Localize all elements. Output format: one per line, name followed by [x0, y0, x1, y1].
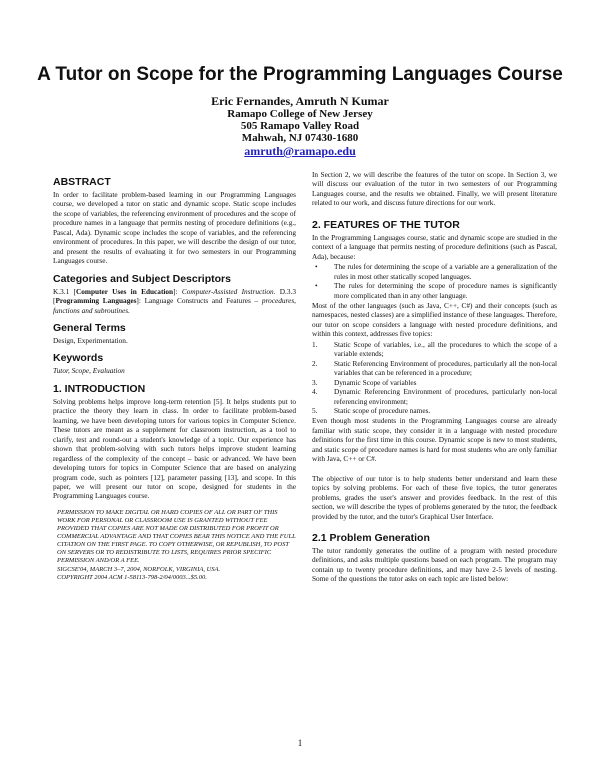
- features-bullet-list: [312, 262, 557, 300]
- k31-sep: ]:: [173, 286, 182, 296]
- list-number: 1.: [312, 339, 318, 349]
- topics-list: [312, 340, 557, 416]
- page-number: 1: [297, 738, 303, 748]
- abstract-heading: ABSTRACT: [53, 176, 111, 188]
- list-text: Dynamic Scope of variables: [334, 377, 417, 387]
- general-terms-heading: General Terms: [53, 321, 126, 334]
- keywords-heading: Keywords: [53, 352, 104, 365]
- paper-title: A Tutor on Scope for the Programming Languages Course: [37, 64, 563, 85]
- permission-text: PERMISSION TO MAKE DIGITAL OR HARD COPIES OF ALL OR PART OF THIS WORK FOR PERSONAL OR CLASSROOM USE IS GRANTED WITHOUT FEE PROVIDED THAT COPIES ARE NOT MADE OR DISTRIBUTED FOR PROFIT OR COMMERCIAL ADVANTAGE AND THAT COPIES BEAR THIS NOTICE AND THE FULL CITATION ON THE FIRST PAGE. TO COPY OTHERWISE, OR REPUBLISH, TO POST ON SERVERS OR TO REDISTRIBUTE TO LISTS, REQUIRES PRIOR SPECIFIC PERMISSION AND/OR A FEE.: [57, 508, 296, 565]
- author-address-line1: 505 Ramapo Valley Road: [240, 120, 360, 132]
- abstract-text: In order to facilitate problem-based learning in our Programming Languages course, we developed a tutor on static and dynamic scope. Static scope includes the scope of variables, the referencing environment of procedures and the scope of procedure names in a language that permits nesting of procedure definitions (e.g., Pascal, Ada). Dynamic scope includes the scope of variables, and the referencing environment of procedures. In this paper, we will describe the design of our tutor, and present the results of evaluating it for two semesters in our Programming Languages course.: [53, 190, 296, 266]
- features-para3: Even though most students in the Programming Languages course are already familiar with static scope, they consider it in a language with nested procedure definitions for the first time in this course. Dynamic scope is new to most students, and static scope of procedure names is hard for most students who are only familiar with Java, C++ or C#.: [312, 416, 557, 464]
- introduction-heading: 1. INTRODUCTION: [53, 382, 146, 395]
- author-address-line2: Mahwah, NJ 07430-1680: [241, 132, 359, 144]
- d33-label: Programming Languages: [55, 296, 137, 306]
- categories-text: [53, 287, 296, 315]
- d33-code: D.3.3 [: [53, 286, 296, 306]
- intro-continuation: In Section 2, we will describe the features of the tutor on scope. In Section 3, we will discuss our evaluation of the tutor in two semesters of our Programming Languages course, and the results we obtained. Finally, we will present literature related to our work, and discuss future directions for our work.: [312, 170, 557, 208]
- permission-copyright: COPYRIGHT 2004 ACM 1-58113-798-2/04/0003...$5.00.: [57, 573, 207, 581]
- list-text: Dynamic Referencing Environment of procedures, particularly non-local referencing environment;: [334, 387, 557, 406]
- permission-venue: SIGCSE'04, MARCH 3–7, 2004, NORFOLK, VIRGINIA, USA.: [57, 565, 221, 573]
- k31-subject: Computer-Assisted Instruction.: [181, 286, 276, 296]
- list-number: 4.: [312, 387, 318, 397]
- problem-generation-text: The tutor randomly generates the outline of a program with nested procedure definitions, and asks multiple questions based on each program. The program may contain up to twenty procedure definitions, and may have 2-5 levels of nesting. Some of the questions the tutor asks on each topic are listed below:: [312, 545, 557, 584]
- list-item: [312, 340, 557, 359]
- features-para4: The objective of our tutor is to help students better understand and learn these topics by solving problems. For each of these five topics, the tutor generates problems, grades the user's answer and provides feedback. In the rest of this section, we will describe the types of problems generated by the tutor, the feedback provided by the tutor, and the tutor's Graphical User Interface.: [312, 473, 557, 521]
- permission-notice: [53, 509, 296, 582]
- introduction-text: Solving problems helps improve long-term retention [5]. It helps students put to practice the theory they learn in class. In order to facilitate problem-based learning, we have been developing tutors for various topics in Computer Science. These tutors are meant as a supplement for classroom instruction, as a tool to clarify, test and round-out a student's knowledge of a topic. Our experience has shown that problem-solving with such tutors helps improve student learning regardless of the complexity of the concept – basic or advanced. We have been developing tutors for topics in Computer Science that are based on analyzing program code, such as pointers [12], parameter passing [13], and scope. In this paper, we will present our tutor on scope, designed for students in the Programming Languages course.: [53, 396, 296, 501]
- list-text: Static scope of procedure names.: [334, 405, 431, 415]
- k31-code: K.3.1 [: [53, 286, 76, 296]
- k31-label: Computer Uses in Education: [75, 286, 174, 296]
- list-item: [312, 406, 557, 415]
- features-intro: In the Programming Languages course, static and dynamic scope are studied in the context of a language that permits nesting of procedure definitions (such as Pascal, Ada), because:: [312, 232, 557, 261]
- list-item: [312, 387, 557, 406]
- right-column: [312, 170, 557, 584]
- list-item: • The rules for determining the scope of procedure names is significantly more complicated than in any other language.: [312, 281, 557, 300]
- features-para2: Most of the other languages (such as Java, C++, C#) and their concepts (such as namespaces, nested classes) are a simplified instance of these languages. Therefore, our tutor on scope considers a language with nested procedure definitions, and within this context, addresses five topics:: [312, 300, 557, 339]
- list-text: Static Scope of variables, i.e., all the procedures to which the scope of a variable extends;: [334, 339, 557, 359]
- left-column: [53, 176, 296, 582]
- list-item: [312, 378, 557, 387]
- author-block: [0, 94, 600, 158]
- categories-heading: Categories and Subject Descriptors: [53, 272, 231, 285]
- list-number: 5.: [312, 405, 318, 415]
- general-terms-text: Design, Experimentation.: [53, 335, 128, 345]
- keywords-text: Tutor, Scope, Evaluation: [53, 366, 125, 376]
- list-text: Static Referencing Environment of procedures, particularly all the non-local variables that can be referenced in a procedure;: [334, 358, 557, 378]
- d33-sep: ]: Language Constructs and Features –: [136, 296, 262, 306]
- features-heading: 2. FEATURES OF THE TUTOR: [312, 218, 460, 231]
- d33-subject: procedures, functions and subroutines.: [53, 296, 296, 315]
- author-affiliation: Ramapo College of New Jersey: [227, 108, 373, 120]
- list-item: [312, 359, 557, 378]
- list-item: • The rules for determining the scope of a variable are a generalization of the rules in most other statically scoped languages.: [312, 262, 557, 281]
- author-email-link[interactable]: amruth@ramapo.edu: [244, 144, 356, 158]
- list-number: 3.: [312, 377, 318, 387]
- paragraph-gap: [312, 464, 557, 474]
- list-number: 2.: [312, 358, 318, 368]
- problem-generation-heading: 2.1 Problem Generation: [312, 531, 430, 544]
- author-names: Eric Fernandes, Amruth N Kumar: [211, 94, 389, 108]
